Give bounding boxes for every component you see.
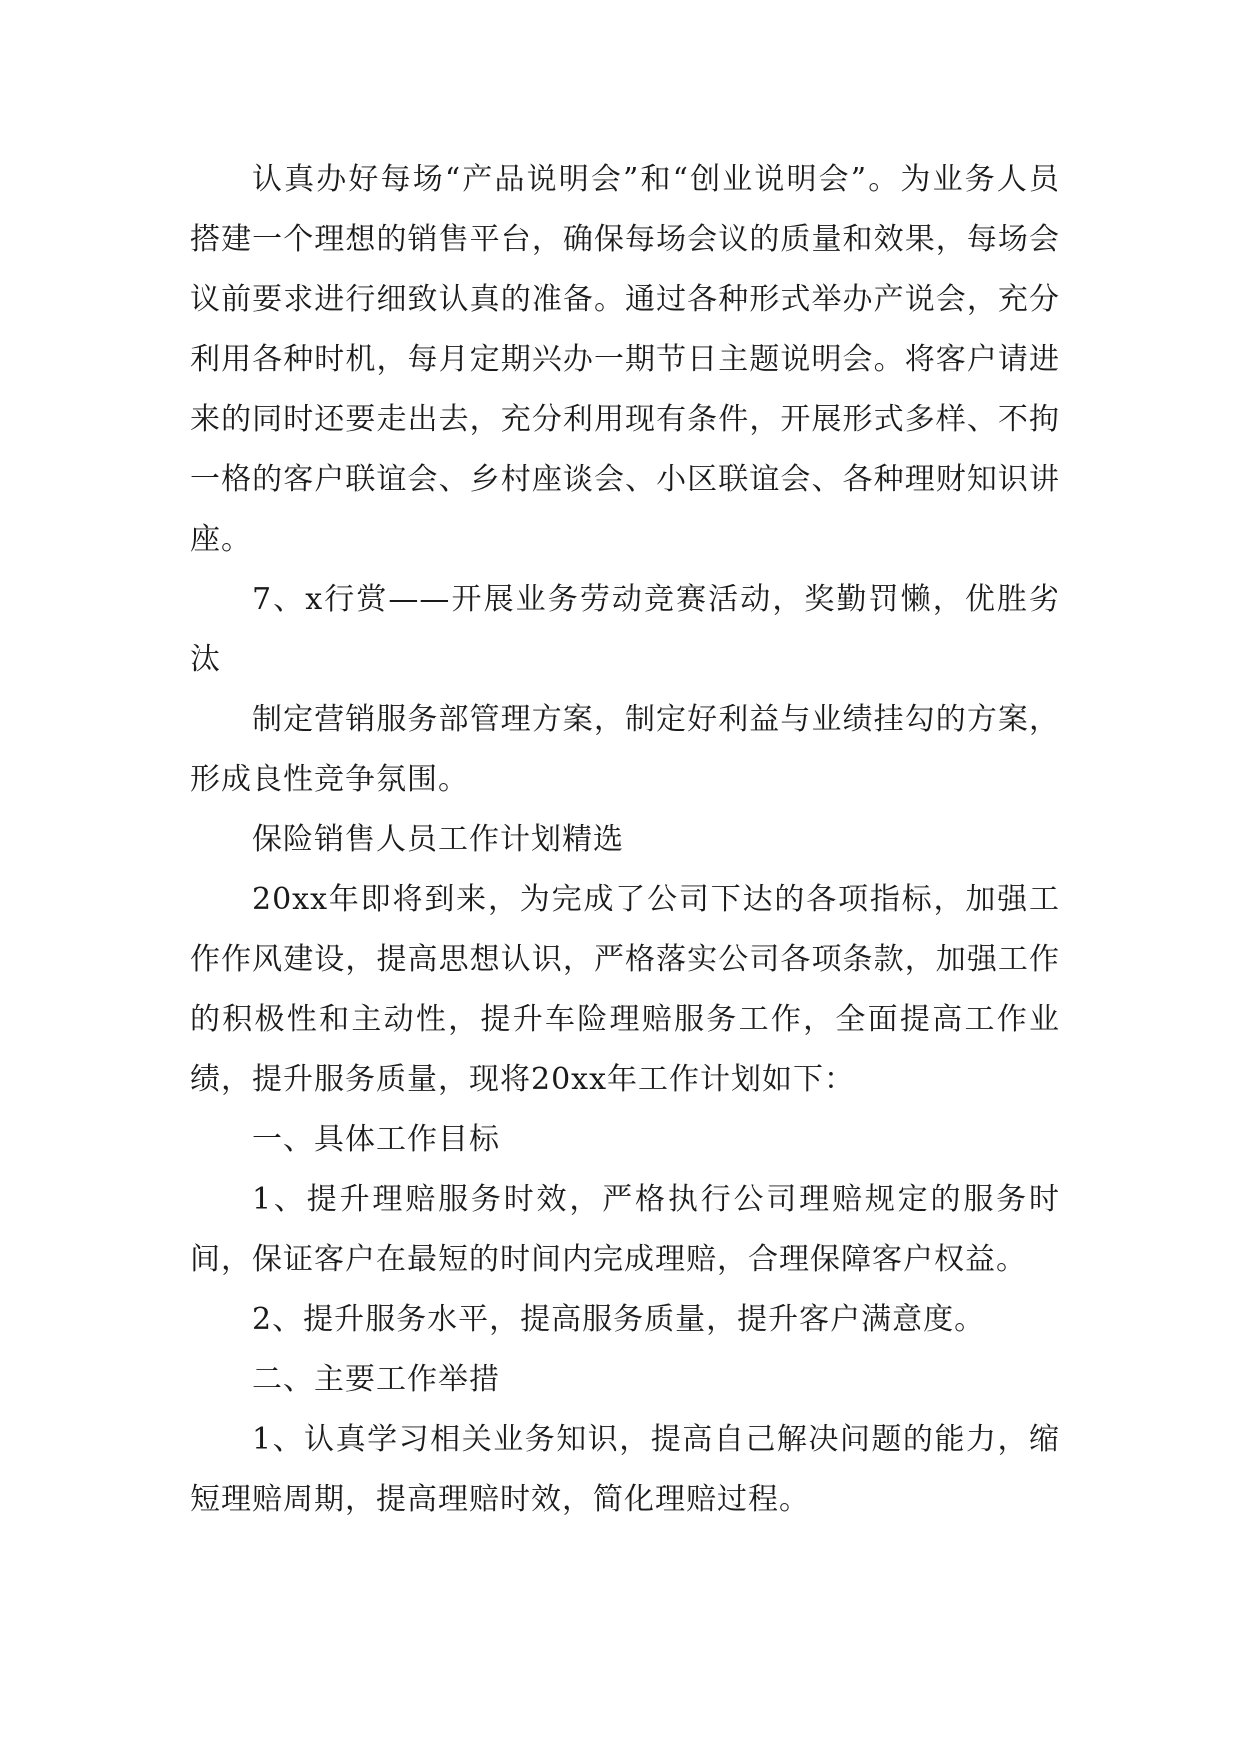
heading-measures: 二、主要工作举措 (252, 1362, 500, 1397)
goal-item-1: 1、提升理赔服务时效，严格执行公司理赔规定的服务时间，保证客户在最短的时间内完成理赔，合理保障客户权益。 (190, 1182, 1060, 1277)
section-title: 保险销售人员工作计划精选 (252, 822, 624, 857)
paragraph-meeting-plan: 认真办好每场“产品说明会”和“创业说明会”。为业务人员搭建一个理想的销售平台，确保每场会议的质量和效果，每场会议前要求进行细致认真的准备。通过各种形式举办产说会，充分利用各种时机，每月定期兴办一期节日主题说明会。将客户请进来的同时还要走出去，充分利用现有条件，开展形式多样、不拘一格的客户联谊会、乡村座谈会、小区联谊会、各种理财知识讲座。 (190, 162, 1060, 557)
paragraph-management-plan: 制定营销服务部管理方案，制定好利益与业绩挂勾的方案，形成良性竞争氛围。 (190, 702, 1060, 797)
paragraph-intro: 20xx年即将到来，为完成了公司下达的各项指标，加强工作作风建设，提高思想认识，严格落实公司各项条款，加强工作的积极性和主动性，提升车险理赔服务工作，全面提高工作业绩，提升服务质量，现将20xx年工作计划如下： (190, 882, 1060, 1097)
paragraph-reward-heading: 7、x行赏——开展业务劳动竞赛活动，奖勤罚懒，优胜劣汰 (190, 582, 1060, 677)
measure-item-1: 1、认真学习相关业务知识，提高自己解决问题的能力，缩短理赔周期，提高理赔时效，简化理赔过程。 (190, 1422, 1060, 1517)
document-body (190, 150, 1060, 1530)
goal-item-2: 2、提升服务水平，提高服务质量，提升客户满意度。 (252, 1302, 986, 1337)
heading-goals: 一、具体工作目标 (252, 1122, 500, 1157)
